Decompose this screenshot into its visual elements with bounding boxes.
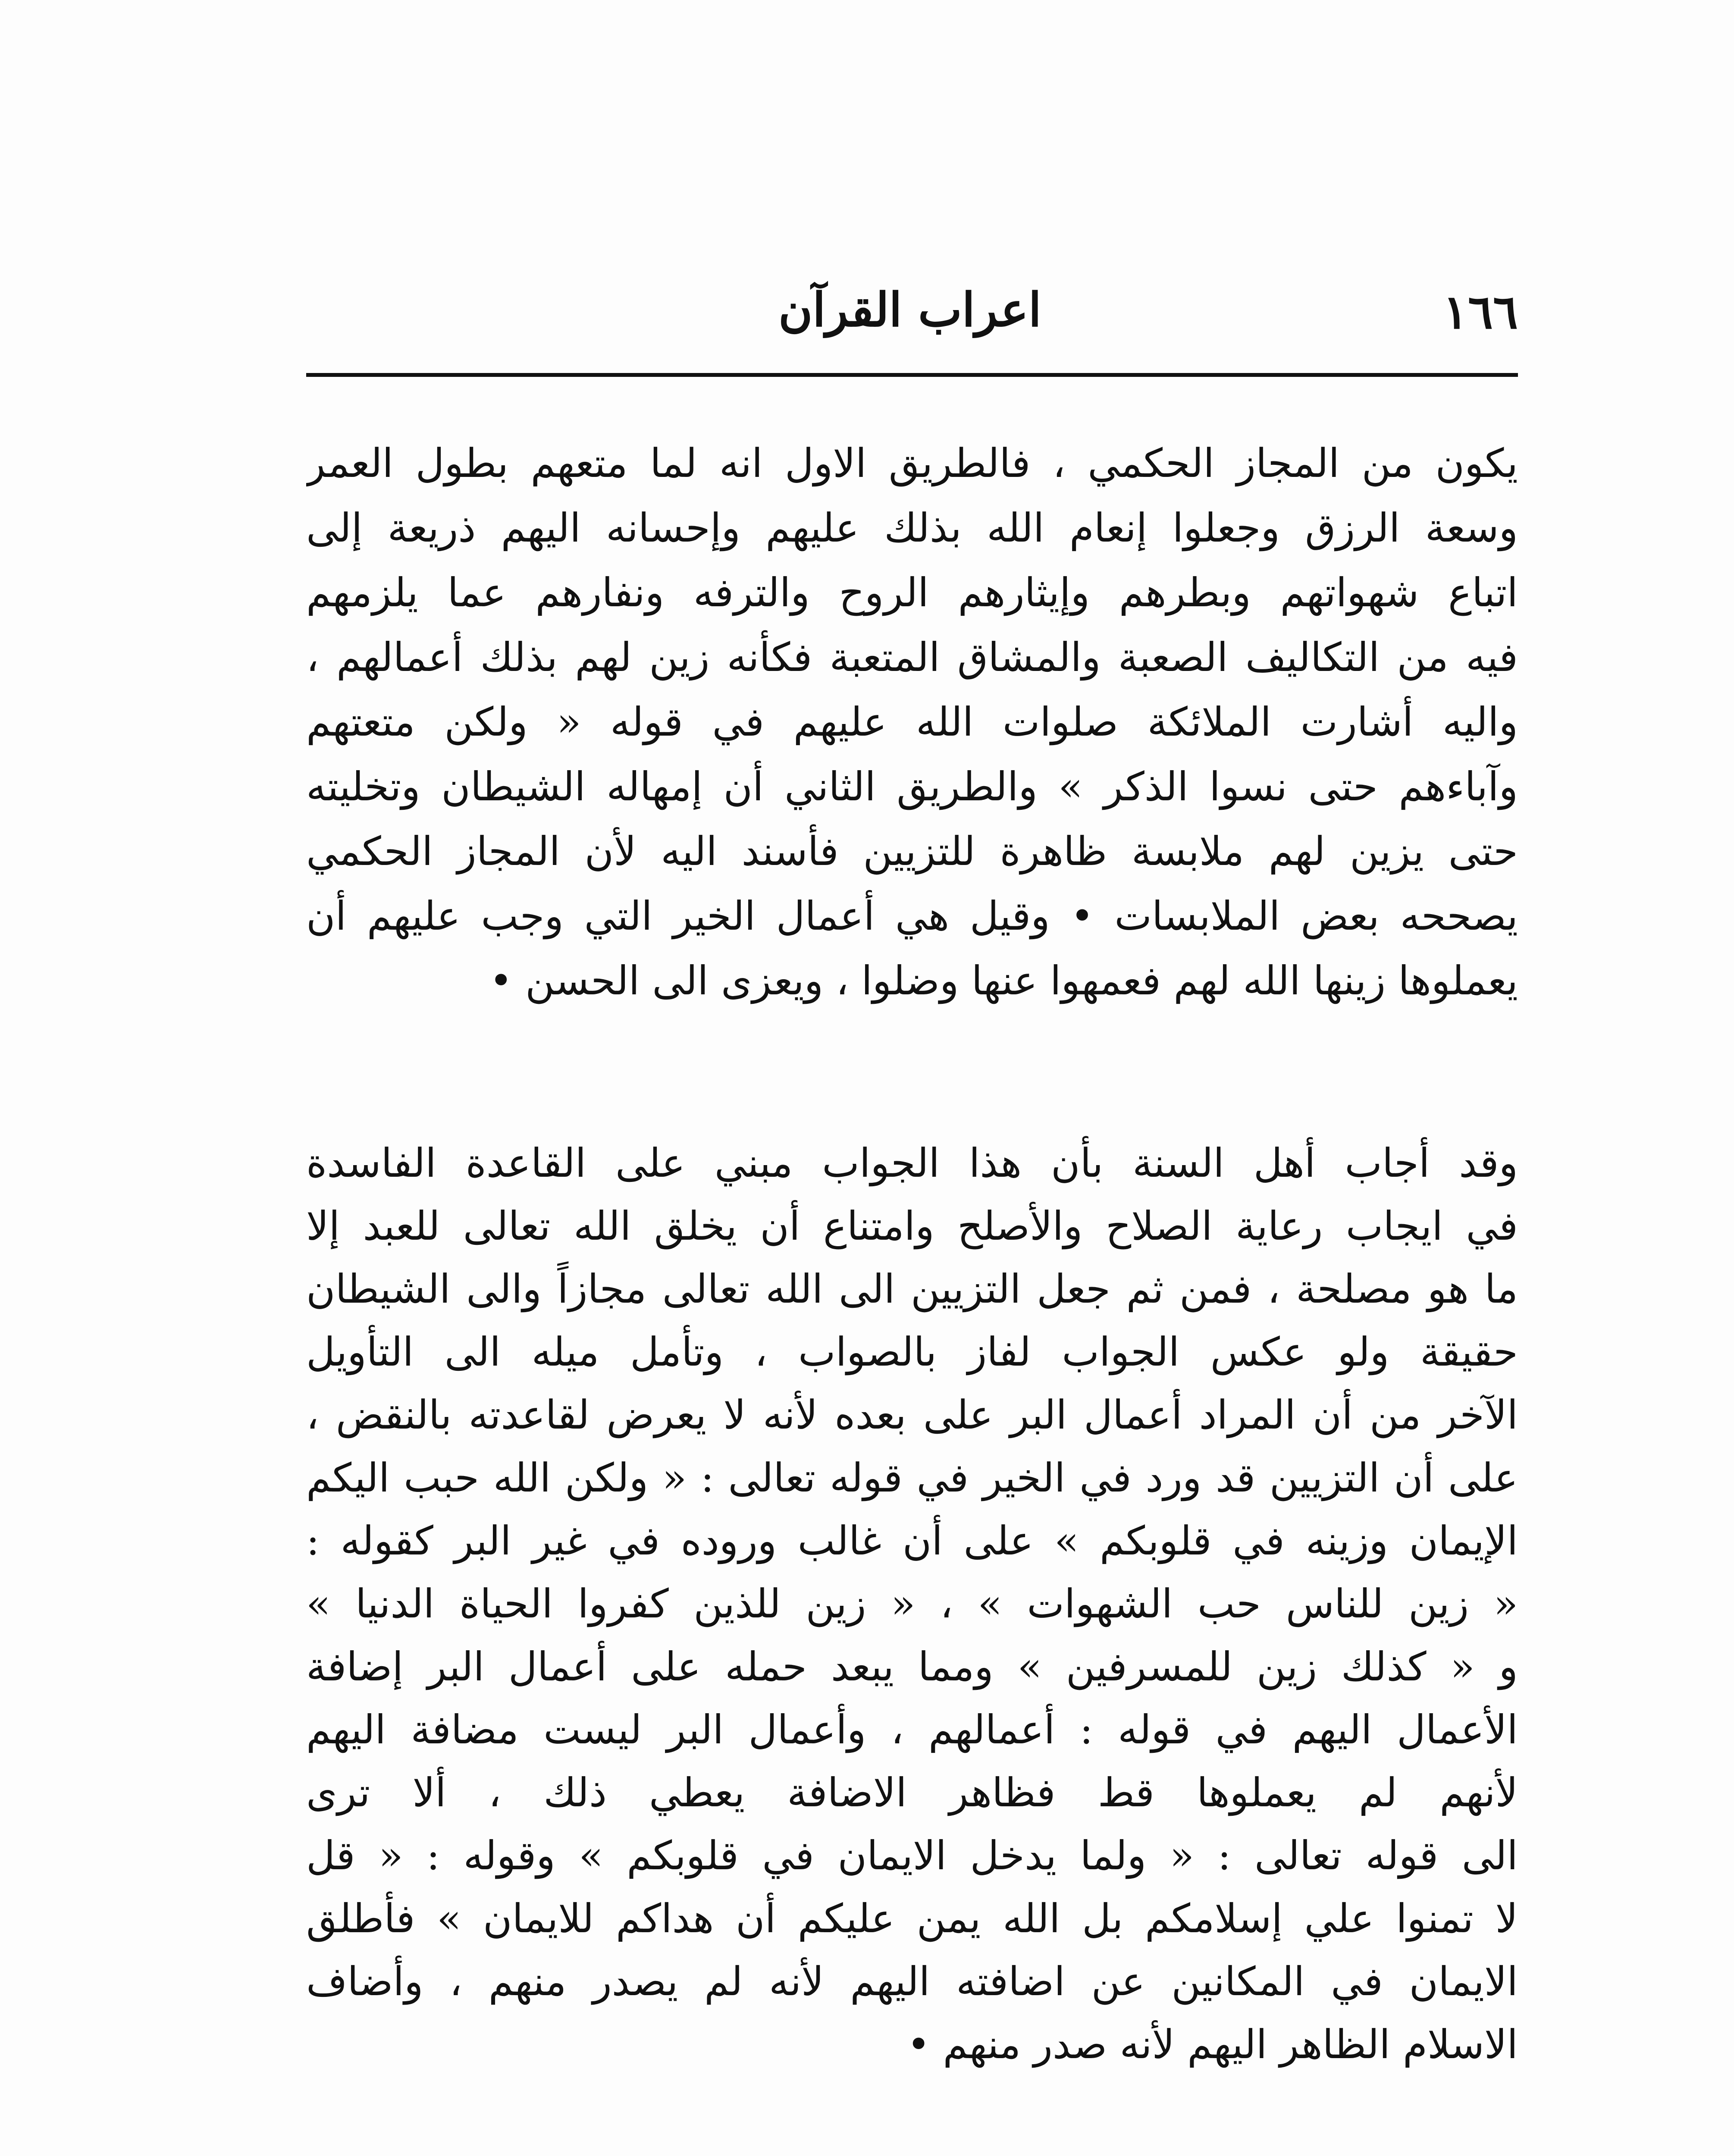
text-line: يعملوها زينها الله لهم فعمهوا عنها وضلوا ، ويعزى الى الحسن •	[489, 958, 1518, 1004]
text-line: الإيمان وزينه في قلوبكم » على أن غالب وروده في غير البر كقوله :	[306, 1518, 1518, 1564]
text-line: ما هو مصلحة ، فمن ثم جعل التزيين الى الله تعالى مجازاً والى الشيطان	[306, 1266, 1518, 1312]
text-line: و « كذلك زين للمسرفين » ومما يبعد حمله على أعمال البر إضافة	[306, 1644, 1518, 1690]
text-line: اتباع شهواتهم وبطرهم وإيثارهم الروح والترفه ونفارهم عما يلزمهم	[306, 570, 1518, 616]
text-line: في ايجاب رعاية الصلاح والأصلح وامتناع أن يخلق الله تعالى للعبد إلا	[306, 1203, 1518, 1249]
text-line: فيه من التكاليف الصعبة والمشاق المتعبة فكأنه زين لهم بذلك أعمالهم ،	[306, 634, 1518, 680]
text-line: يصححه بعض الملابسات • وقيل هي أعمال الخير التي وجب عليهم أن	[306, 893, 1518, 939]
text-line: الاسلام الظاهر اليهم لأنه صدر منهم •	[907, 2021, 1518, 2068]
paragraph-1	[306, 431, 1518, 1013]
text-line: الأعمال اليهم في قوله : أعمالهم ، وأعمال البر ليست مضافة اليهم	[306, 1707, 1518, 1753]
text-line: حقيقة ولو عكس الجواب لفاز بالصواب ، وتأمل ميله الى التأويل	[306, 1329, 1518, 1375]
text-line: على أن التزيين قد ورد في الخير في قوله تعالى : « ولكن الله حبب اليكم	[306, 1455, 1518, 1501]
text-line: الايمان في المكانين عن اضافته اليهم لأنه لم يصدر منهم ، وأضاف	[306, 1959, 1518, 2005]
paragraph-2	[306, 1132, 1518, 2076]
text-line: وسعة الرزق وجعلوا إنعام الله بذلك عليهم وإحسانه اليهم ذريعة إلى	[306, 505, 1518, 551]
text-line: وقد أجاب أهل السنة بأن هذا الجواب مبني على القاعدة الفاسدة	[306, 1140, 1518, 1186]
text-line: لأنهم لم يعملوها قط فظاهر الاضافة يعطي ذلك ، ألا ترى	[306, 1770, 1518, 1816]
text-line: الآخر من أن المراد أعمال البر على بعده لأنه لا يعرض لقاعدته بالنقض ،	[306, 1392, 1518, 1438]
text-line: « زين للناس حب الشهوات » ، « زين للذين كفروا الحياة الدنيا »	[306, 1581, 1518, 1627]
text-line: وآباءهم حتى نسوا الذكر » والطريق الثاني أن إمهاله الشيطان وتخليته	[306, 764, 1518, 810]
text-line: حتى يزين لهم ملابسة ظاهرة للتزيين فأسند اليه لأن المجاز الحكمي	[306, 828, 1518, 874]
text-line: الى قوله تعالى : « ولما يدخل الايمان في قلوبكم » وقوله : « قل	[306, 1833, 1518, 1879]
running-header	[306, 280, 1518, 351]
text-line: واليه أشارت الملائكة صلوات الله عليهم في قوله « ولكن متعتهم	[306, 699, 1518, 745]
text-line: يكون من المجاز الحكمي ، فالطريق الاول انه لما متعهم بطول العمر	[306, 440, 1518, 486]
text-line: لا تمنوا علي إسلامكم بل الله يمن عليكم أن هداكم للايمان » فأطلق	[306, 1896, 1518, 1942]
header-rule	[306, 373, 1518, 377]
book-title: اعراب القرآن	[778, 283, 1041, 337]
page-number: ١٦٦	[1442, 285, 1518, 339]
